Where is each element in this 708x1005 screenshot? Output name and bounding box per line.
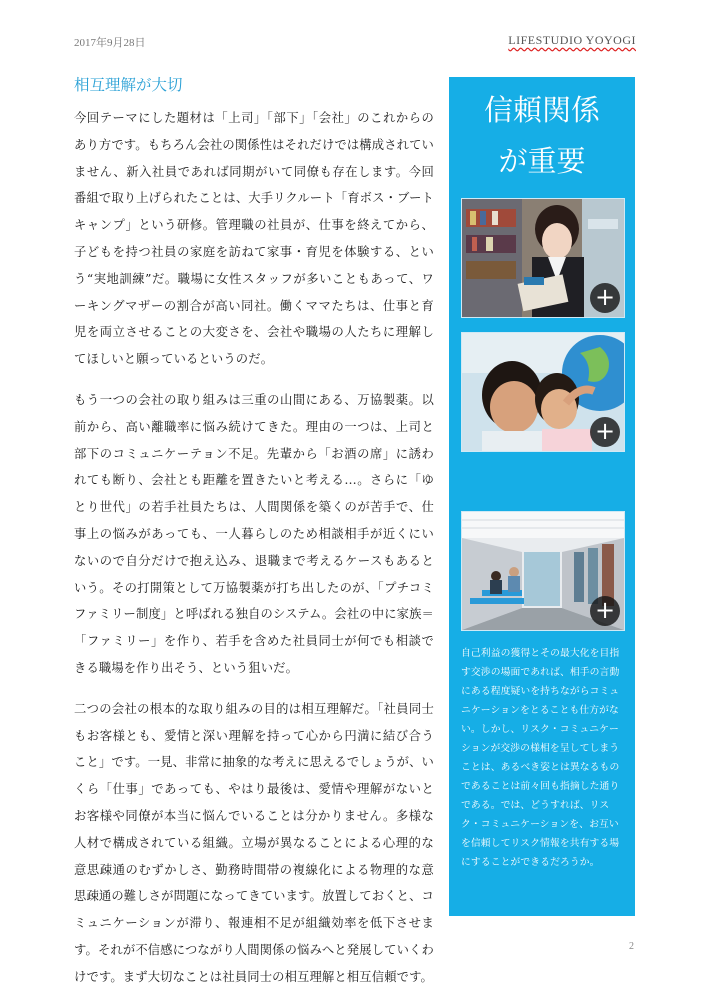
header-date: 2017年9月28日 (74, 37, 146, 49)
sidebar-title-line-2: が重要 (498, 144, 586, 178)
section-title: 相互理解が大切 (74, 76, 183, 94)
sidebar-title (449, 85, 635, 187)
photo-woman-reading[interactable] (461, 198, 625, 318)
sidebar-panel (449, 77, 635, 916)
sidebar-title-line-1: 信頼関係 (483, 93, 600, 127)
article-paragraph-3: 二つの会社の根本的な取り組みの目的は相互理解だ。「社員同士もお客様とも、愛情と深い理解を持って心から円満に結び合うこと」です。一見、非常に抽象的な考えに思えるでしょうが、いくら「仕事」であっても、やはり最後は、愛情や理解がないとお客様や同僚が本当に悩んでいることは分かりません。多様な人材で構成されている組織。立場が異なることによる心理的な意思疎通のむずかしさ、勤務時間帯の複線化による物理的な意思疎通の難しさが問題になってきています。放置しておくと、コミュニケーションが滞り、報連相不足が組織効率を低下させます。それが不信感につながり人間関係の悩みへと発展していくわけです。まず大切なことは社員同士の相互理解と相互信頼です。 (74, 701, 434, 984)
plus-icon[interactable]: + (590, 283, 620, 313)
plus-icon[interactable]: + (590, 417, 620, 447)
main-article (74, 73, 434, 1005)
sidebar-body-text: 自己利益の獲得とその最大化を目指す交渉の場面であれば、相手の言動にある程度疑いを持ちながらコミュニケーションをとることも仕方がない。しかし、リスク・コミュニケーションが交渉の様相を呈してしまうことは、あるべき姿とは異なるものであることは前々回も指摘した通りである。では、どうすれば、リスク・コミュニケーションを、お互いを信頼してリスク情報を共有する場にすることができるだろうか。 (461, 648, 620, 868)
article-paragraph-1: 今回テーマにした題材は「上司」「部下」「会社」のこれからのあり方です。もちろん会社の関係性はそれだけでは構成されていません、新入社員であれば同期がいて同僚も存在します。今回番組で取り上げられたことは、大手リクルート「育ボス・ブートキャンプ」という研修。管理職の社員が、仕事を終えてから、子どもを持つ社員の家庭を訪ねて家事・育児を体験する、という“実地訓練”だ。職場に女性スタッフが多いこともあって、ワーキングマザーの割合が高い同社。働くママたちは、仕事と育児を両立させることの大変さを、会社や職場の人たちに理解してほしいと願っているというのだ。 (74, 111, 434, 367)
photo-library-interior[interactable] (461, 511, 625, 631)
header-brand: LIFESTUDIO YOYOGI (508, 33, 636, 47)
article-paragraph-2: もう一つの会社の取り組みは三重の山間にある、万協製薬。以前から、高い離職率に悩み続けてきた。理由の一つは、上司と部下のコミュニケーテョン不足。先輩から「お酒の席」に誘われても断り、会社とも距離を置きたいと考える…。さらに「ゆとり世代」の若手社員たちは、人間関係を築くのが苦手で、仕事上の悩みがあっても、一人暮らしのため相談相手が近くにいないので自分だけで抱え込み、退職まで考えるケースもあるという。その打開策として万協製薬が打ち出したのが、「プチコミファミリー制度」と呼ばれる独自のシステム。会社の中に家族＝「ファミリー」を作り、若手を含めた社員同士が何でも相談できる職場を作り出そう、という狙いだ。 (74, 392, 434, 675)
page-number: 2 (629, 941, 634, 952)
photo-children-globe[interactable] (461, 332, 625, 452)
plus-icon[interactable]: + (590, 596, 620, 626)
